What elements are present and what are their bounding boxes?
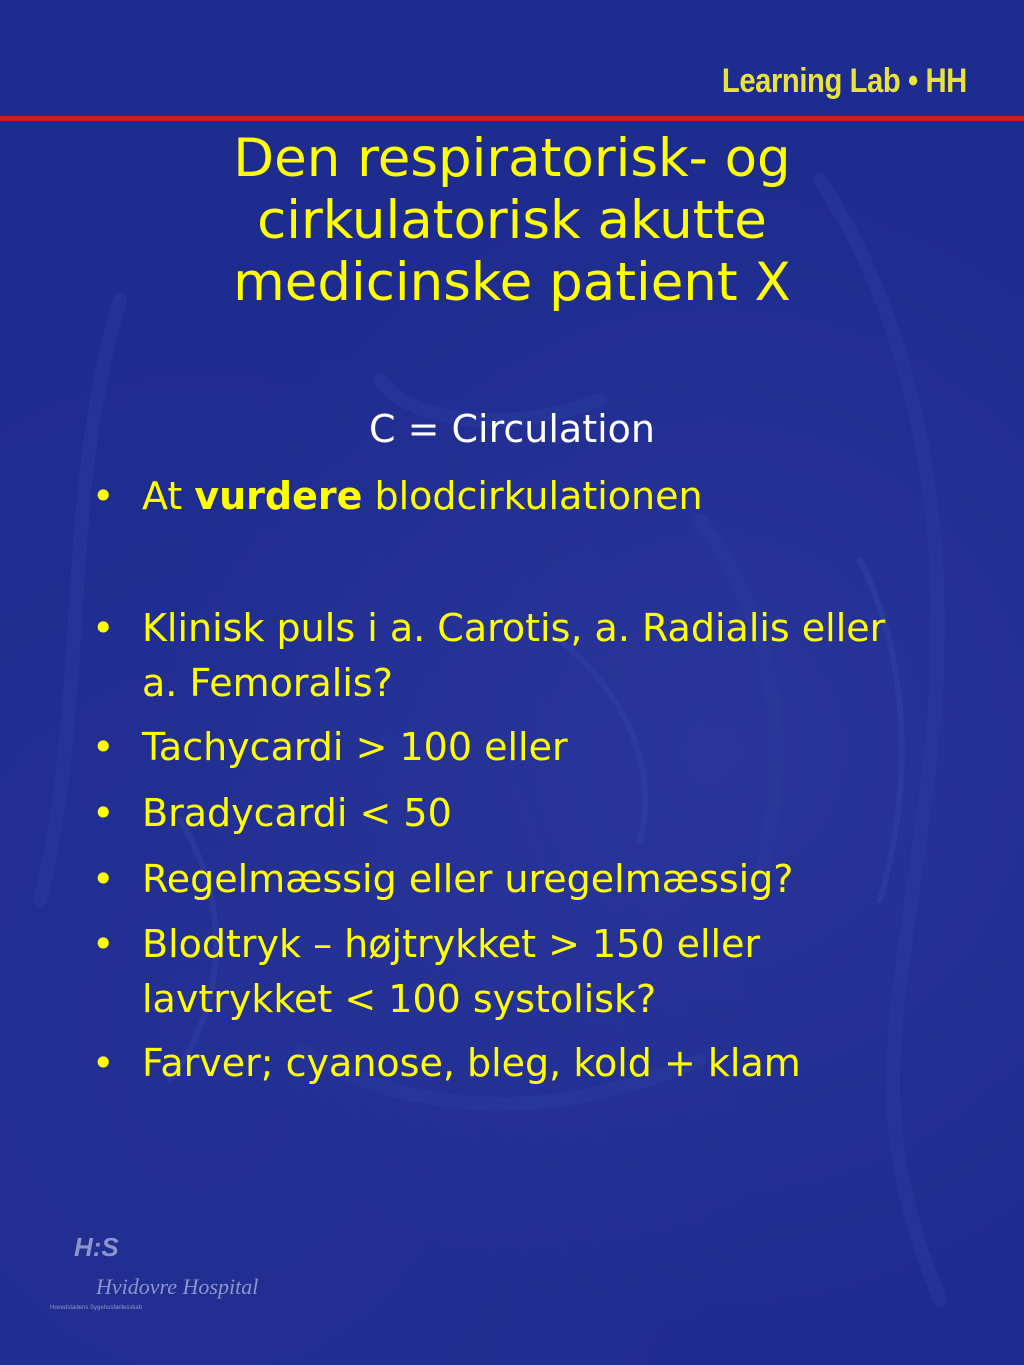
slide-title — [0, 128, 1024, 314]
bullet-item: • At vurdere blodcirkulationen — [142, 469, 962, 524]
title-line-3: medicinske patient X — [233, 252, 791, 313]
bullet-line: Klinisk puls i a. Carotis, a. Radialis eller — [142, 606, 886, 650]
bullet-item — [92, 601, 962, 711]
bullet-item: • Farver; cyanose, bleg, kold + klam — [142, 1036, 962, 1091]
bullet-icon: • — [92, 922, 115, 966]
bullet-icon: • — [92, 1041, 115, 1085]
bullet-icon: • — [92, 857, 115, 901]
bullet-item — [92, 917, 962, 1027]
title-line-2: cirkulatorisk akutte — [257, 190, 767, 251]
bullet-item: • Tachycardi > 100 eller — [142, 720, 962, 775]
bullet-item: • Bradycardi < 50 — [142, 786, 962, 841]
bullet-line: a. Femoralis? — [142, 661, 393, 705]
logo-name: Hvidovre Hospital — [96, 1274, 259, 1299]
brand-label: Learning Lab • HH — [722, 62, 967, 100]
title-line-1: Den respiratorisk- og — [233, 128, 791, 189]
bullet-icon: • — [92, 791, 115, 835]
bullet-icon: • — [92, 725, 115, 769]
bullet-icon: • — [92, 474, 115, 518]
logo-mark: H:S — [74, 1232, 119, 1262]
bullet-line: lavtrykket < 100 systolisk? — [142, 977, 657, 1021]
hospital-logo — [48, 1226, 259, 1321]
section-subtitle: C = Circulation — [368, 407, 656, 451]
bullet-item: • Regelmæssig eller uregelmæssig? — [142, 852, 962, 907]
header-rule — [0, 116, 1024, 121]
logo-subtext: Hovedstadens Sygehusfællesskab — [50, 1305, 143, 1311]
emphasis-text: vurdere — [194, 474, 363, 518]
bullet-line: Blodtryk – højtrykket > 150 eller — [142, 922, 761, 966]
bullet-icon: • — [92, 606, 115, 650]
